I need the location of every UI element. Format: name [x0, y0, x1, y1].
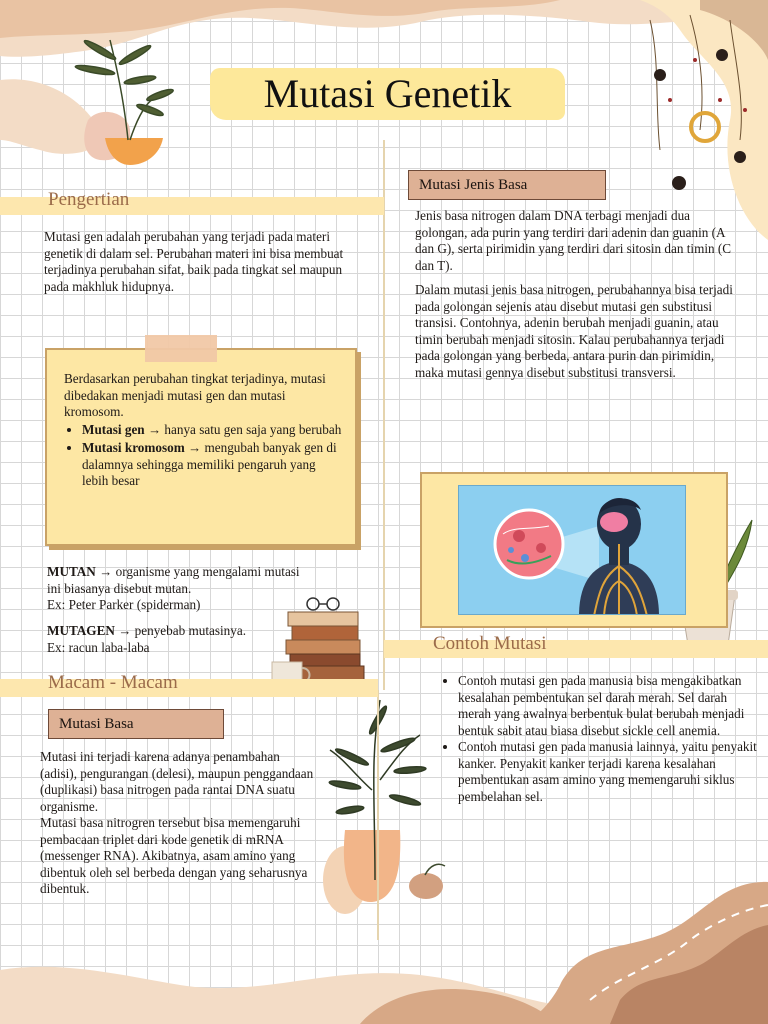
mutasi-jenis-basa-text-2: Dalam mutasi jenis basa nitrogen, perubahannya bisa terjadi pada golongan sejenis atau disebut mutasi gen substitusi transisi. Contohnya, adenin berubah menjadi guanin, atau timin berubah menjadi sitosin. Kalau perubahannya terjadi pada golongan yang berbeda, antara purin dan pirimidin, maka mutasi gennya disebut substitusi transversi.	[415, 282, 733, 380]
contoh-item: • Contoh mutasi gen pada manusia lainnya, yaitu penyakit kanker. Penyakit kanker terjadi karena kesalahan pembentukan asam amino yang memengaruhi siklus pembelahan sel.	[458, 739, 757, 805]
contoh-list-container	[442, 673, 757, 805]
contoh-list	[442, 673, 757, 805]
mutagen-definition	[47, 623, 315, 656]
cell-mutation-illustration	[459, 486, 686, 615]
card-item-mutasi-gen	[82, 422, 344, 439]
pengertian-text: Mutasi gen adalah perubahan yang terjadi pada materi genetik di dalam sel. Perubahan materi ini bisa membuat terjadinya perubahan sifat, baik pada tingkat sel maupun pada makhluk hidupnya.	[44, 229, 344, 294]
card-item-term: Mutasi gen	[82, 421, 145, 437]
mutasi-basa-text	[40, 749, 318, 898]
classification-card-content	[64, 371, 344, 492]
card-item-mutasi-kromosom	[82, 440, 344, 490]
card-intro: Berdasarkan perubahan tingkat terjadinya, mutasi dibedakan menjadi mutasi gen dan mutasi kromosom.	[64, 371, 326, 419]
mutan-definition	[47, 564, 315, 614]
mutasi-basa-label: Mutasi Basa	[48, 709, 224, 739]
mutagen-term: MUTAGEN	[47, 623, 115, 638]
tape-decoration	[145, 335, 217, 362]
vase-front	[105, 138, 163, 165]
mutasi-jenis-basa-label: Mutasi Jenis Basa	[408, 170, 606, 200]
mutasi-basa-text-1: Mutasi ini terjadi karena adanya penambahan (adisi), pengurangan (delesi), maupun penggandaan (duplikasi) basa nitrogen pada rantai DNA suatu organisme.	[40, 749, 314, 814]
card-list	[64, 422, 344, 490]
mutagen-desc: → penyebab mutasinya.	[114, 623, 246, 638]
card-item-desc: → hanya satu gen saja yang berubah	[144, 421, 342, 437]
mutan-term: MUTAN	[47, 564, 96, 579]
macam-heading: Macam - Macam	[48, 672, 178, 693]
mutagen-example: Ex: racun laba-laba	[47, 639, 150, 655]
card-item-term: Mutasi kromosom	[82, 440, 185, 455]
contoh-heading: Contoh Mutasi	[433, 633, 547, 654]
page-title: Mutasi Genetik	[263, 71, 512, 116]
illustration-image	[458, 485, 686, 615]
mutasi-basa-text-2: Mutasi basa nitrogren tersebut bisa memengaruhi pembacaan triplet dari kode genetik di mRNA (messenger RNA). Akibatnya, asam amino yang dibentuk oleh sel berbeda dengan yang seharusnya dibentuk.	[40, 815, 308, 896]
card-item-desc: → mengubah banyak gen di dalamnya sehingga memiliki pengaruh yang lebih besar	[82, 440, 337, 488]
mutan-example: Ex: Peter Parker (spiderman)	[47, 597, 201, 612]
top-right-shape	[640, 0, 768, 240]
mutan-desc: → organisme yang mengalami mutasi ini biasanya disebut mutan.	[47, 564, 300, 596]
mutasi-jenis-basa-text-1: Jenis basa nitrogen dalam DNA terbagi menjadi dua golongan, ada purin yang terdiri dari adenin dan guanin (A dan G), serta pirimidin yang terdiri dari sitosin dan timin (C dan T).	[415, 208, 732, 273]
pengertian-heading: Pengertian	[48, 189, 130, 210]
contoh-item: • Contoh mutasi gen pada manusia bisa mengakibatkan kesalahan pembentukan sel darah merah. Sel darah merah yang awalnya berbentuk bulat berubah menjadi bentuk sabit atau biasa disebut sickle cell anemia.	[458, 673, 757, 739]
